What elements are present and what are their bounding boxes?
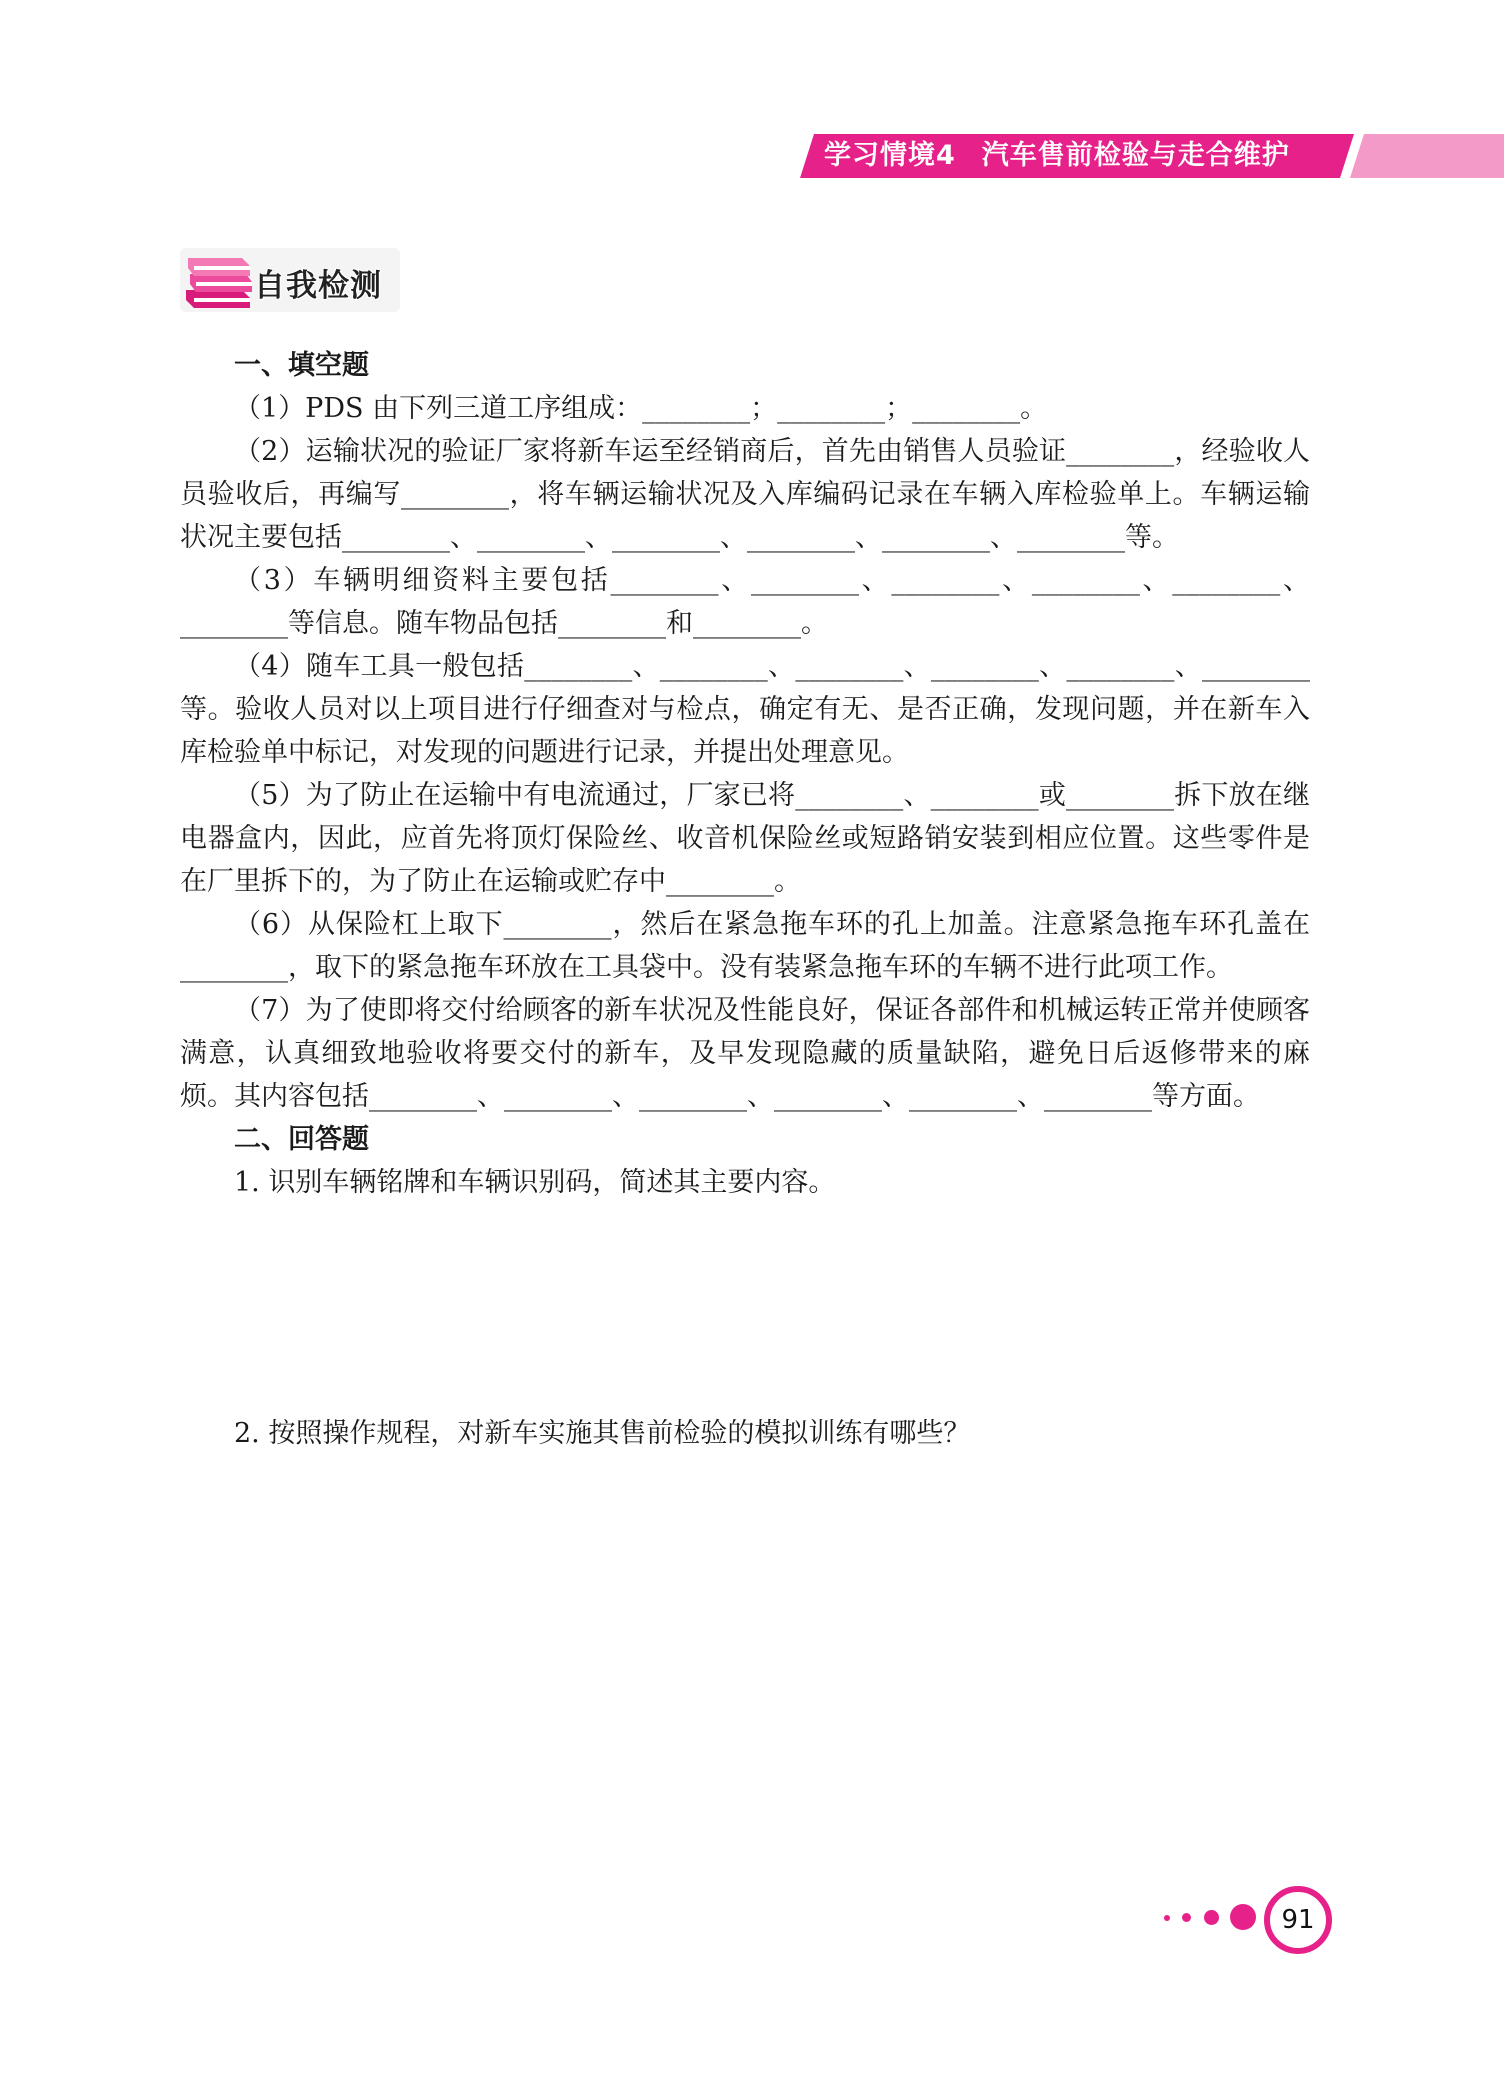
fill-in-item-2: （2）运输状况的验证厂家将新车运至经销商后，首先由销售人员验证________，经验收人员验收后，再编写________，将车辆运输状况及入库编码记录在车辆入库检验单上。车辆运输状况主要包括________、________、________、________、________、________等。: [180, 436, 1310, 553]
decorative-dot: [1164, 1915, 1170, 1921]
answer-space: [180, 1204, 1310, 1412]
chapter-name: 汽车售前检验与走合维护: [981, 140, 1290, 171]
question-1: 1. 识别车辆铭牌和车辆识别码，简述其主要内容。: [234, 1167, 836, 1198]
fill-in-item-4: （4）随车工具一般包括________、________、________、________、________、________等。验收人员对以上项目进行仔细查对与检点，确定有无、是否正确，发现问题，并在新车入库检验单中标记，对发现的问题进行记录，并提出处理意见。: [180, 651, 1310, 768]
fill-in-heading: 一、填空题: [234, 350, 369, 381]
self-check-badge: [180, 246, 402, 314]
decorative-dot: [1182, 1913, 1191, 1922]
exercise-content: [180, 344, 1310, 1455]
fill-in-item-6: （6）从保险杠上取下________，然后在紧急拖车环的孔上加盖。注意紧急拖车环孔盖在________，取下的紧急拖车环放在工具袋中。没有装紧急拖车环的车辆不进行此项工作。: [180, 909, 1310, 983]
badge-label: 自我检测: [254, 268, 382, 304]
page-number: 91: [1264, 1886, 1332, 1954]
answer-heading: 二、回答题: [234, 1124, 369, 1155]
question-2: 2. 按照操作规程，对新车实施其售前检验的模拟训练有哪些？: [234, 1418, 971, 1449]
page-number-area: [1158, 1880, 1318, 1954]
chapter-header-banner: [800, 134, 1504, 178]
fill-in-item-3: （3）车辆明细资料主要包括________、________、________、________、________、________等信息。随车物品包括________和________。: [180, 565, 1310, 639]
chapter-title: [824, 134, 1290, 178]
fill-in-item-1: （1）PDS 由下列三道工序组成：________；________；________。: [234, 393, 1048, 424]
decorative-dot: [1204, 1910, 1219, 1925]
fill-in-item-5: （5）为了防止在运输中有电流通过，厂家已将________、________或________拆下放在继电器盒内，因此，应首先将顶灯保险丝、收音机保险丝或短路销安装到相应位置。这些零件是在厂里拆下的，为了防止在运输或贮存中________。: [180, 780, 1310, 897]
decorative-dot: [1230, 1904, 1256, 1930]
fill-in-item-7: （7）为了使即将交付给顾客的新车状况及性能良好，保证各部件和机械运转正常并使顾客满意，认真细致地验收将要交付的新车，及早发现隐藏的质量缺陷，避免日后返修带来的麻烦。其内容包括________、________、________、________、________、________等方面。: [180, 995, 1310, 1112]
chapter-label: 学习情境4: [824, 140, 956, 171]
